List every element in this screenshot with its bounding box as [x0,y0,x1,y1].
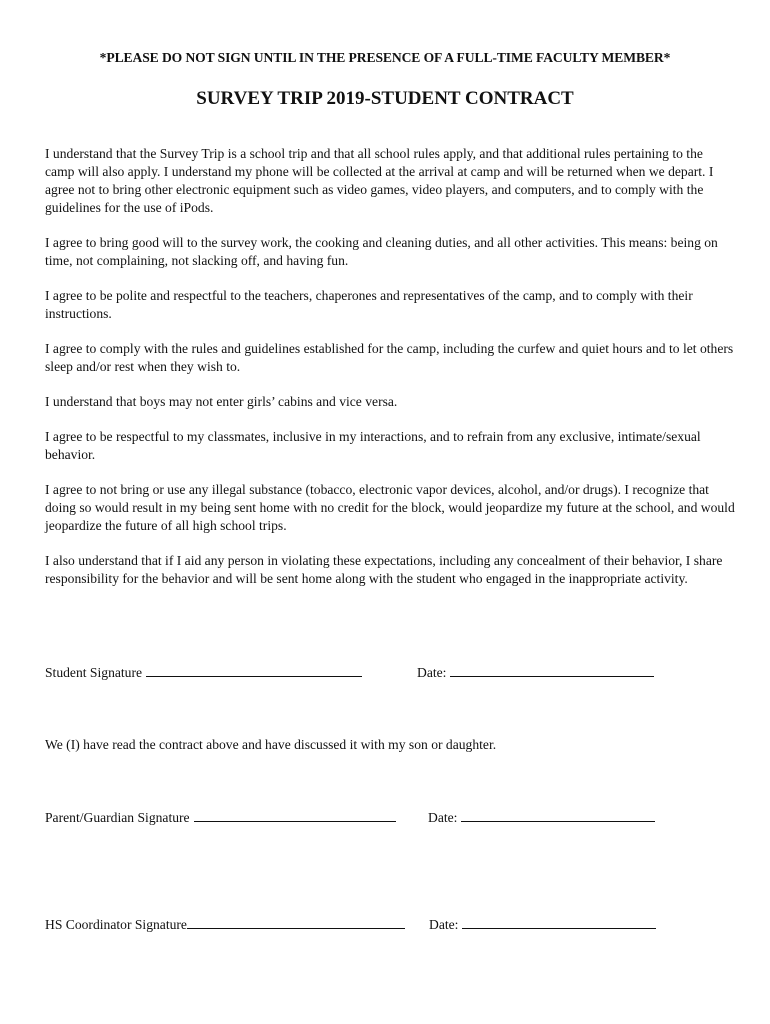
parent-signature-label: Parent/Guardian Signature [45,810,190,825]
faculty-warning: *PLEASE DO NOT SIGN UNTIL IN THE PRESENCE OF A FULL-TIME FACULTY MEMBER* [99,50,671,65]
coordinator-signature-field[interactable] [187,916,405,929]
paragraph-cabins: I understand that boys may not enter girls’ cabins and vice versa. [45,394,398,409]
paragraph-respect-staff: I agree to be polite and respectful to the teachers, chaperones and representatives of the camp, and to comply with their instructions. [45,288,693,321]
parent-date-group [428,809,655,826]
parent-acknowledgement: We (I) have read the contract above and have discussed it with my son or daughter. [45,737,497,752]
paragraph-aiding-violation: I also understand that if I aid any person in violating these expectations, including any concealment of their behavior, I share responsibility for the behavior and will be sent home along with the student who engaged in the inappropriate activity. [45,553,723,586]
paragraph-school-rules: I understand that the Survey Trip is a school trip and that all school rules apply, and that additional rules pertaining to the camp will also apply. I understand my phone will be collected at the arrival at camp and will be returned when we depart. I agree not to bring other electronic equipment such as video games, video players, and computers, and to comply with the guidelines for the use of iPods. [45,146,714,215]
coordinator-signature-row [45,916,725,933]
coordinator-date-group [429,916,656,933]
paragraph-illegal-substances: I agree to not bring or use any illegal substance (tobacco, electronic vapor devices, alcohol, and/or drugs). I recognize that doing so would result in my being sent home with no credit for the block, would jeopardize my future at the school, and would jeopardize the future of all high school trips. [45,482,735,533]
parent-signature-row [45,809,725,826]
parent-date-field[interactable] [461,809,655,822]
student-signature-field[interactable] [146,664,362,677]
coordinator-date-field[interactable] [462,916,656,929]
student-signature-label: Student Signature [45,665,143,680]
student-date-group [417,664,654,681]
paragraph-good-will: I agree to bring good will to the survey work, the cooking and cleaning duties, and all other activities. This means: being on time, not complaining, not slacking off, and having fun. [45,235,718,268]
coordinator-date-label: Date: [429,917,459,932]
paragraph-camp-rules: I agree to comply with the rules and guidelines established for the camp, including the curfew and quiet hours and to let others sleep and/or rest when they wish to. [45,341,734,374]
student-date-field[interactable] [450,664,654,677]
student-date-label: Date: [417,665,447,680]
student-signature-row [45,664,725,681]
page-title: SURVEY TRIP 2019-STUDENT CONTRACT [196,88,574,109]
contract-body [45,145,735,605]
paragraph-classmates: I agree to be respectful to my classmates, inclusive in my interactions, and to refrain from any exclusive, intimate/sexual behavior. [45,429,701,462]
parent-signature-field[interactable] [194,809,396,822]
parent-date-label: Date: [428,810,458,825]
coordinator-signature-label: HS Coordinator Signature [45,917,187,932]
